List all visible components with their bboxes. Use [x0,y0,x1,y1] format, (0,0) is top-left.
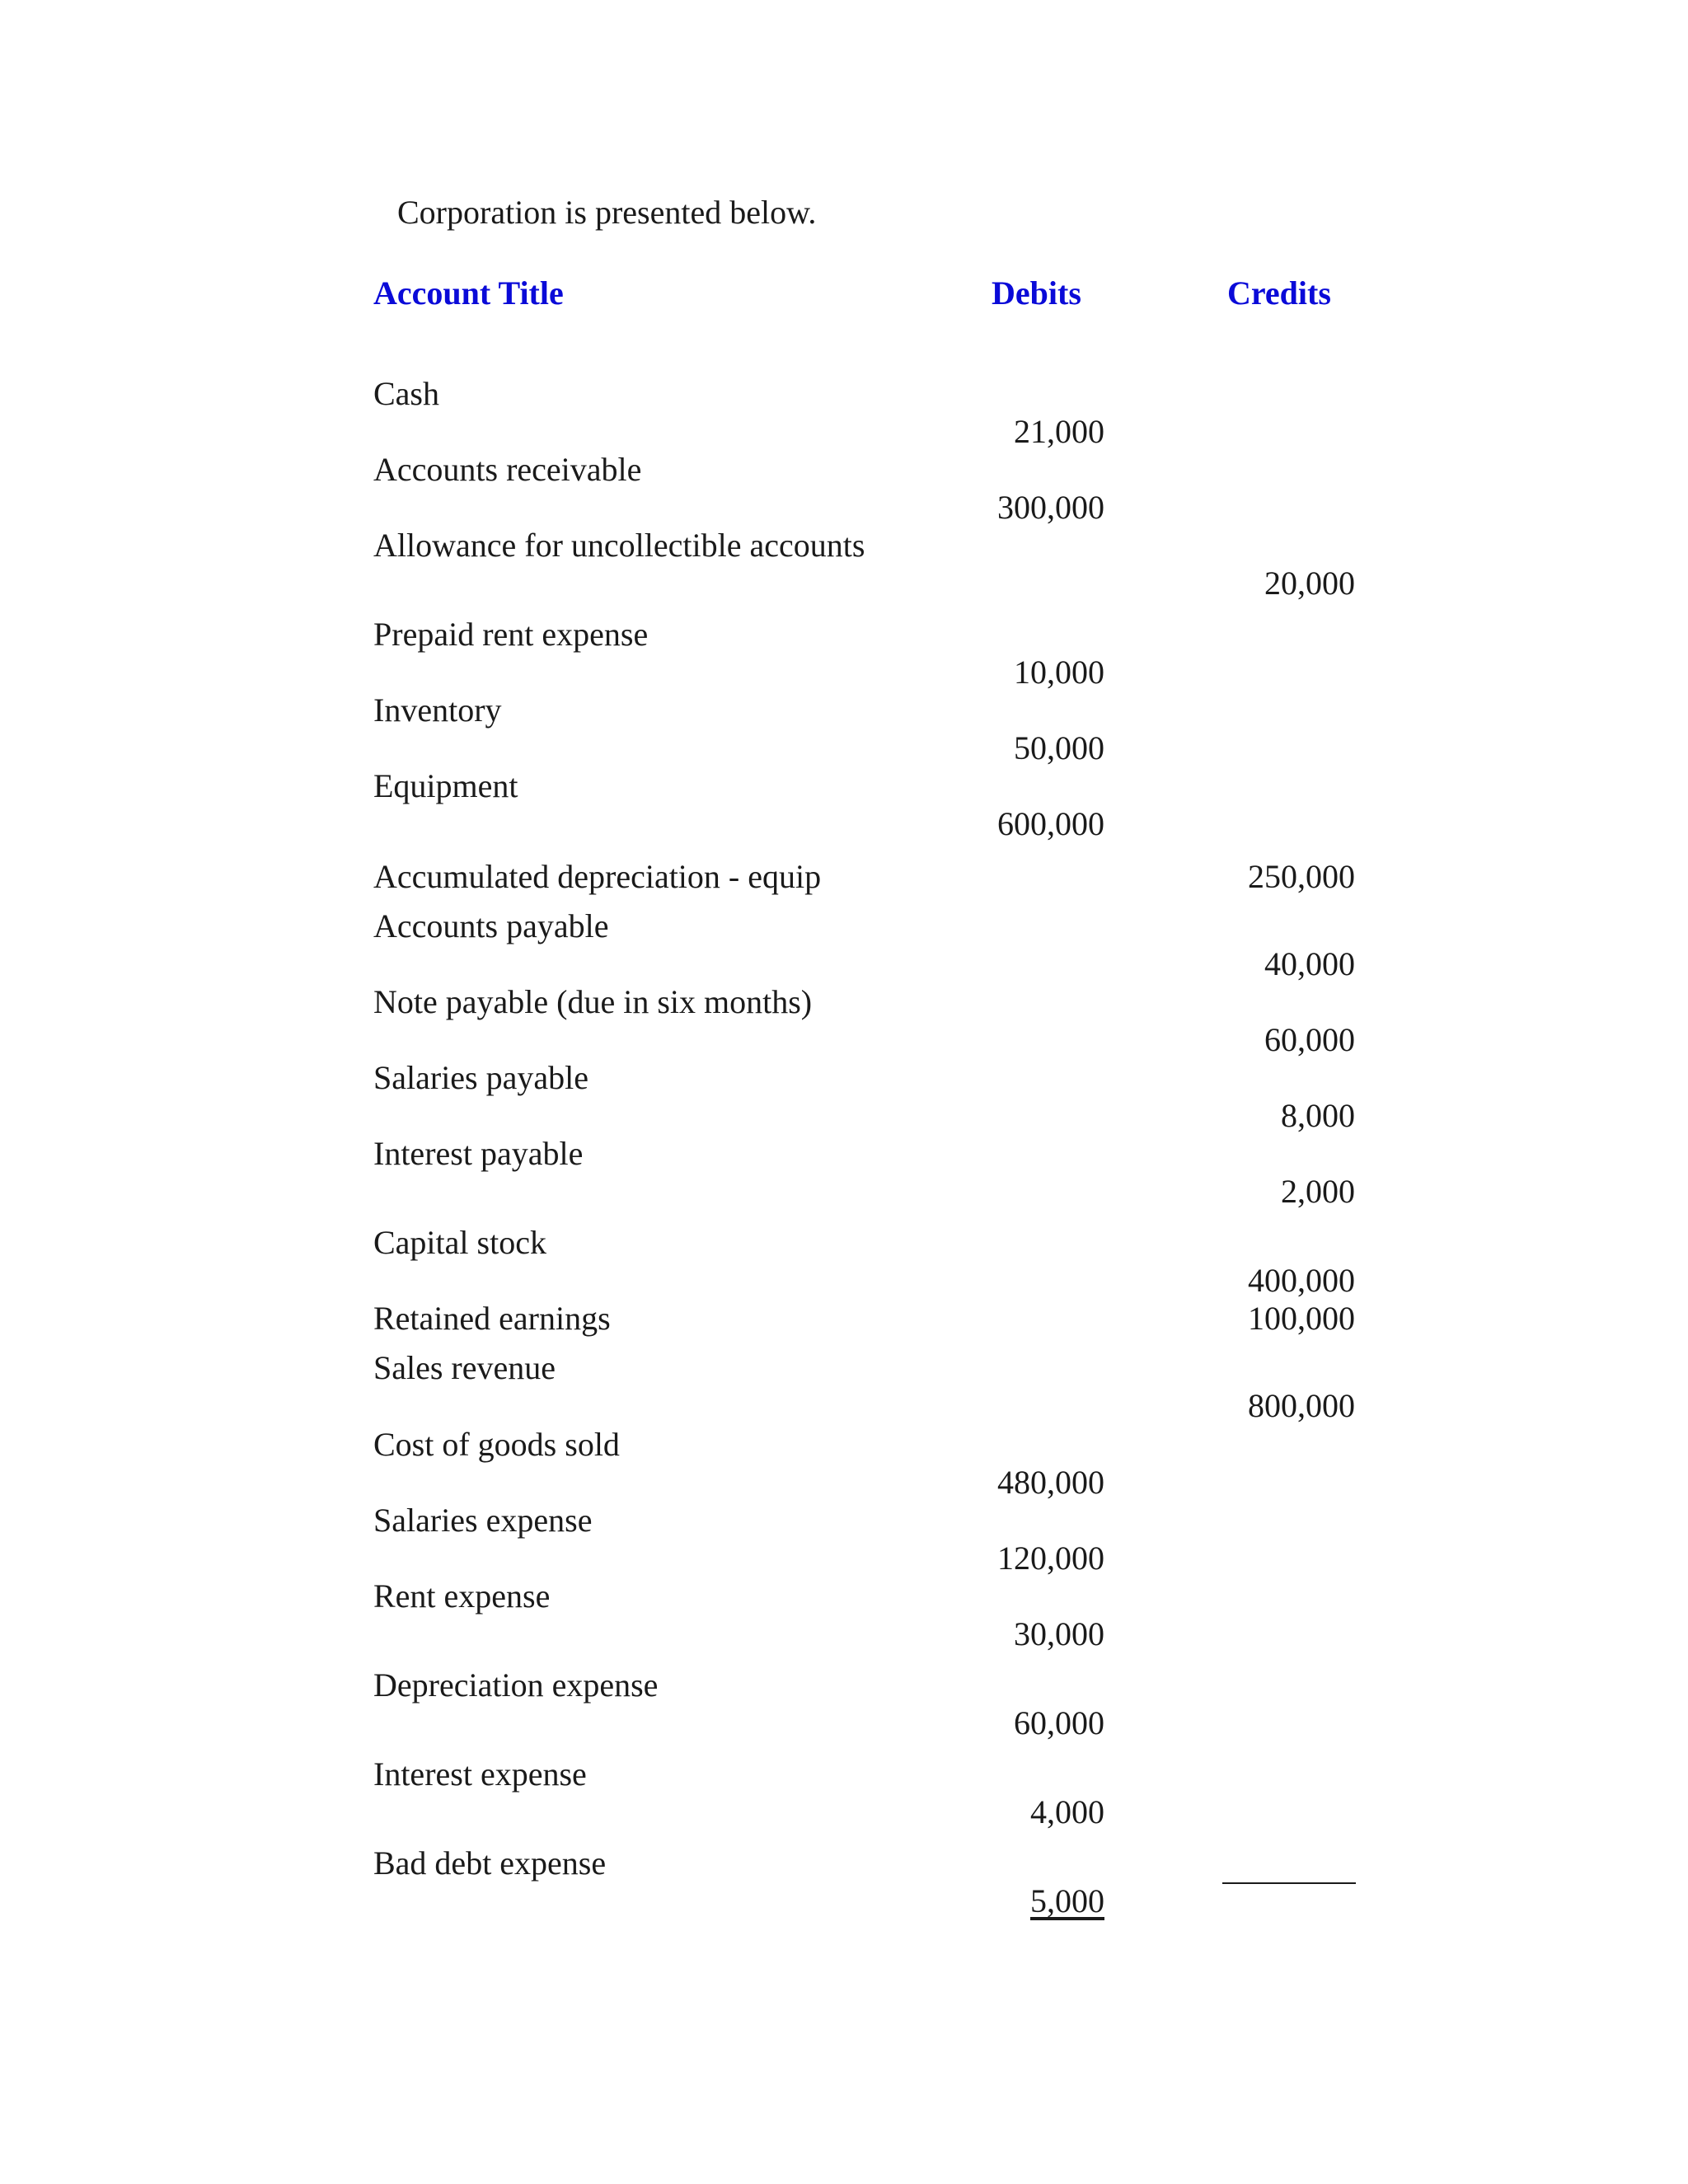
credit-amount: 60,000 [1264,1021,1355,1058]
debit-amount: 10,000 [1014,654,1104,691]
credit-amount: 800,000 [1248,1387,1355,1424]
debit-amount: 480,000 [997,1464,1104,1501]
debit-amount: 5,000 [1030,1882,1104,1919]
credit-amount: 250,000 [1248,858,1355,895]
credit-amount: 8,000 [1281,1097,1355,1134]
account-title: Salaries expense [373,1502,593,1539]
account-title-header: Account Title [373,274,564,312]
account-title: Interest expense [373,1755,587,1793]
credit-amount: 400,000 [1248,1262,1355,1299]
debit-amount: 60,000 [1014,1704,1104,1741]
account-title: Cost of goods sold [373,1426,620,1463]
account-title: Salaries payable [373,1059,588,1096]
account-title: Allowance for uncollectible accounts [373,527,865,564]
debit-amount: 50,000 [1014,729,1104,766]
credit-amount: 2,000 [1281,1173,1355,1210]
intro-text: Corporation is presented below. [397,194,817,231]
debit-amount: 120,000 [997,1540,1104,1577]
debit-amount: 30,000 [1014,1615,1104,1652]
debit-amount: 4,000 [1030,1793,1104,1830]
account-title: Note payable (due in six months) [373,983,813,1020]
debit-amount: 600,000 [997,805,1104,842]
credit-total-rule [1222,1882,1356,1884]
account-title: Prepaid rent expense [373,616,649,653]
account-title: Equipment [373,767,518,804]
account-title: Accumulated depreciation - equip [373,858,822,895]
account-title: Retained earnings [373,1300,611,1337]
credit-amount: 40,000 [1264,945,1355,982]
debit-amount: 300,000 [997,489,1104,526]
account-title: Rent expense [373,1577,551,1615]
debits-header: Debits [992,274,1081,312]
account-title: Bad debt expense [373,1844,607,1882]
debit-amount: 21,000 [1014,413,1104,450]
account-title: Accounts receivable [373,451,642,488]
account-title: Interest payable [373,1135,584,1172]
account-title: Capital stock [373,1224,546,1261]
account-title: Inventory [373,691,502,729]
account-title: Cash [373,375,439,412]
credit-amount: 20,000 [1264,565,1355,602]
account-title: Sales revenue [373,1349,556,1386]
account-title: Accounts payable [373,907,609,944]
credits-header: Credits [1227,274,1331,312]
credit-amount: 100,000 [1248,1300,1355,1337]
account-title: Depreciation expense [373,1666,659,1704]
